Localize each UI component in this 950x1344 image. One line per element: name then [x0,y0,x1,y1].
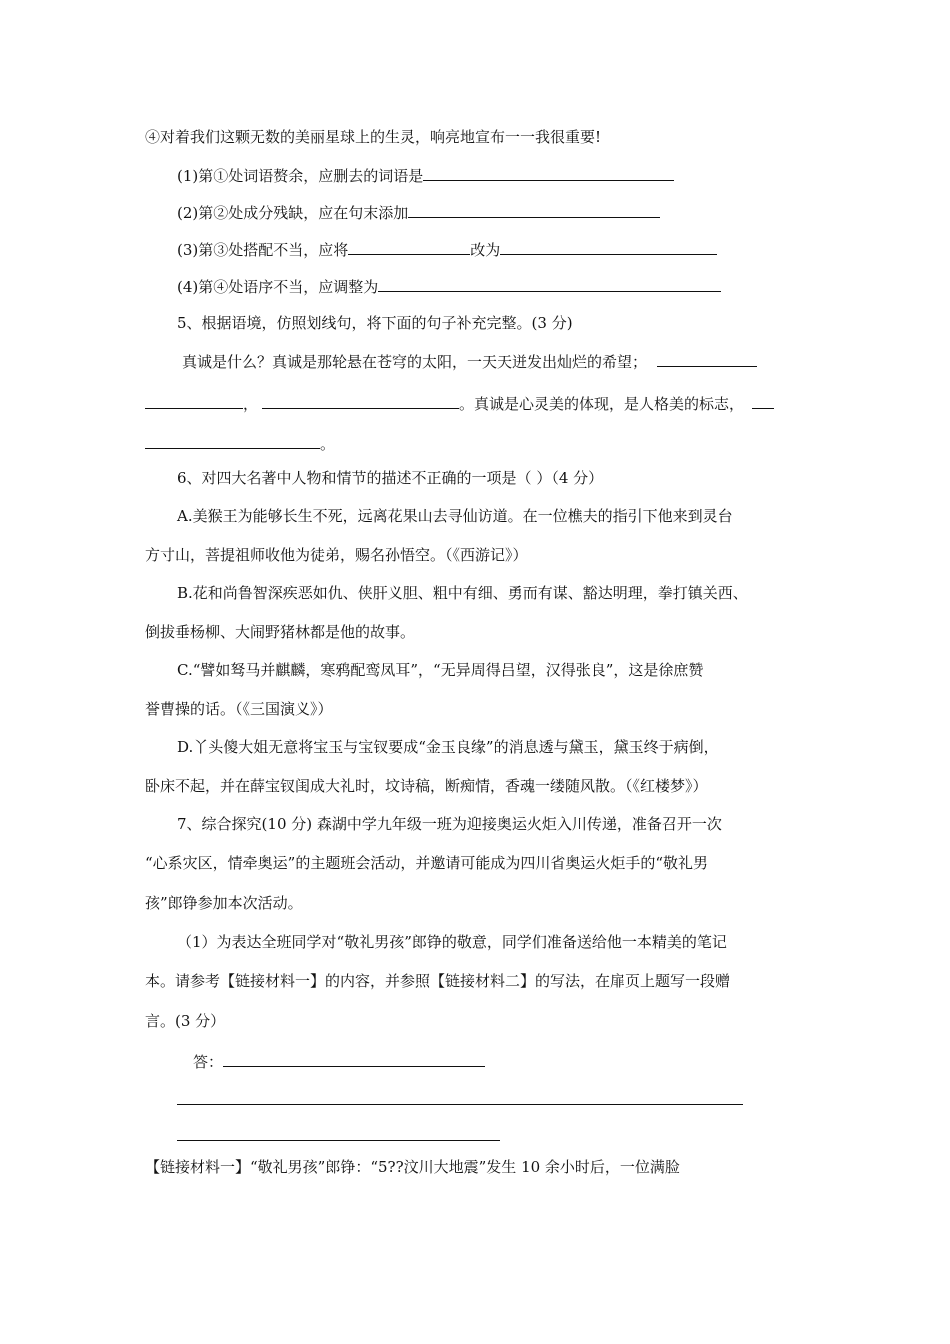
text-line: 卧床不起，并在薛宝钗闺成大礼时，坟诗稿，断痴情，香魂一缕随风散。（《红楼梦》） [145,777,708,795]
question-4: (4)第④处语序不当，应调整为 [177,276,721,297]
text-line: 方寸山，菩提祖师收他为徒弟，赐名孙悟空。（《西游记》） [145,546,528,564]
answer-blank[interactable] [145,393,243,409]
question-5-heading: 5、根据语境，仿照划线句，将下面的句子补充完整。(3 分) [177,314,573,332]
question-3: (3)第③处搭配不当，应将 改为 [177,239,717,260]
answer-blank[interactable] [145,433,320,449]
option-b: B.花和尚鲁智深疾恶如仇、侠肝义胆、粗中有细、勇而有谋、豁达明理，拳打镇关西、 [177,584,748,602]
text-line: 。 [145,433,335,454]
sub-question-1: （1）为表达全班同学对“敬礼男孩”郎铮的敬意，同学们准备送给他一本精美的笔记 [177,933,727,951]
text-line: “心系灾区，情牵奥运”的主题班会活动，并邀请可能成为四川省奥运火炬手的“敬礼男 [145,854,709,872]
text-line: ④对着我们这颗无数的美丽星球上的生灵，响亮地宣布一一我很重要! [145,128,602,146]
question-7-heading: 7、综合探究(10 分) 森湖中学九年级一班为迎接奥运火炬入川传递，准备召开一次 [177,815,722,833]
text-line: 真诚是什么？真诚是那轮悬在苍穹的太阳，一天天迸发出灿烂的希望； [182,351,757,372]
answer-blank[interactable] [223,1051,485,1067]
answer-blank[interactable] [348,239,470,255]
answer-blank[interactable] [378,276,721,292]
text-line: 言。(3 分） [145,1012,226,1030]
answer-blank[interactable] [657,351,757,367]
answer-blank[interactable] [500,239,717,255]
answer-line[interactable] [177,1140,500,1141]
answer-blank[interactable] [752,393,774,409]
answer-line[interactable] [177,1104,743,1105]
text-line: 誉曹操的话。（《三国演义》） [145,700,333,718]
text-line: 本。请参考【链接材料一】的内容，并参照【链接材料二】的写法，在扉页上题写一段赠 [145,972,731,990]
question-6-heading: 6、对四大名著中人物和情节的描述不正确的一项是（ ）（4 分） [177,469,604,487]
option-d: D.丫头傻大姐无意将宝玉与宝钗要成“金玉良缘”的消息透与黛玉，黛玉终于病倒， [177,738,719,756]
option-c: C.“譬如驽马并麒麟，寒鸦配鸾凤耳”，“无异周得吕望，汉得张良”，这是徐庶赞 [177,661,704,679]
link-material-1: 【链接材料一】“敬礼男孩”郎铮：“5??汶川大地震”发生 10 余小时后，一位满脸 [145,1158,680,1176]
question-2: (2)第②处成分残缺，应在句末添加 [177,202,660,223]
answer-blank[interactable] [423,165,674,181]
answer-blank[interactable] [408,202,660,218]
text-line: ， 。真诚是心灵美的体现，是人格美的标志， [145,393,774,414]
text-line: 倒拔垂杨柳、大闹野猪林都是他的故事。 [145,623,416,641]
answer-label: 答： [193,1051,485,1072]
answer-blank[interactable] [262,393,459,409]
option-a: A.美猴王为能够长生不死，远离花果山去寻仙访道。在一位樵夫的指引下他来到灵台 [177,507,733,525]
text-line: 孩”郎铮参加本次活动。 [145,894,303,912]
question-1: (1)第①处词语赘余，应删去的词语是 [177,165,674,186]
